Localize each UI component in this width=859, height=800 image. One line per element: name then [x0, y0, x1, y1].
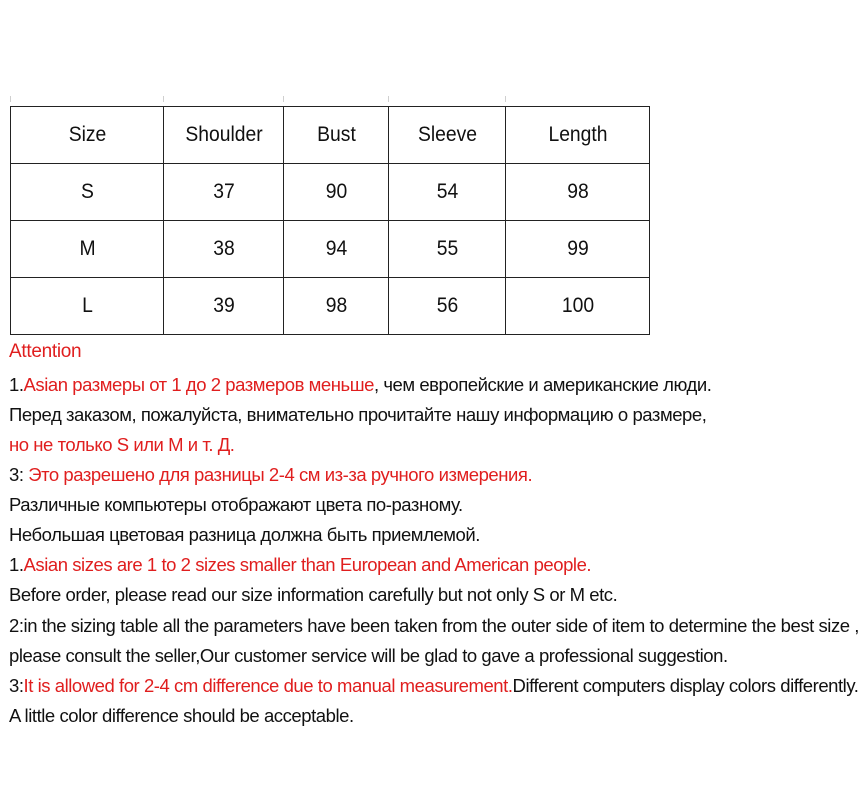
cell-shoulder: 38 — [168, 221, 278, 278]
note-highlight: Это разрешено для разницы 2-4 см из-за ручного измерения. — [28, 464, 533, 485]
note-ru-6: Небольшая цветовая разница должна быть приемлемой. — [9, 524, 480, 545]
note-number: 1. — [9, 374, 24, 395]
cell-length: 98 — [511, 164, 643, 221]
header-size: Size — [17, 107, 158, 164]
note-en-2: Before order, please read our size information carefully but not only S or M etc. — [9, 584, 618, 605]
top-tick — [163, 96, 164, 102]
table-row — [11, 164, 650, 221]
top-tick — [505, 96, 506, 102]
cell-sleeve: 56 — [393, 278, 501, 335]
note-number: 3: — [9, 675, 24, 696]
note-ru-4 — [9, 463, 532, 487]
table-row — [11, 278, 650, 335]
cell-sleeve: 55 — [393, 221, 501, 278]
cell-size: L — [17, 278, 158, 335]
note-en-5 — [9, 674, 858, 698]
note-highlight: Asian sizes are 1 to 2 sizes smaller than European and American people. — [23, 554, 592, 575]
note-ru-3: но не только S или M и т. Д. — [9, 434, 235, 455]
header-sleeve: Sleeve — [393, 107, 501, 164]
note-number: 3: — [9, 464, 29, 485]
note-en-3: 2:in the sizing table all the parameters have been taken from the outer side of item to determine the best size , — [9, 615, 859, 636]
header-length: Length — [511, 107, 643, 164]
cell-bust: 98 — [288, 278, 385, 335]
header-shoulder: Shoulder — [168, 107, 278, 164]
note-en-4: please consult the seller,Our customer service will be glad to gave a professional suggestion. — [9, 645, 728, 666]
note-text: , чем европейские и американские люди. — [373, 374, 712, 395]
note-highlight: It is allowed for 2-4 cm difference due to manual measurement. — [23, 675, 513, 696]
cell-size: S — [17, 164, 158, 221]
note-en-1 — [9, 553, 591, 577]
note-en-6: A little color difference should be acceptable. — [9, 705, 354, 726]
top-tick — [283, 96, 284, 102]
cell-shoulder: 39 — [168, 278, 278, 335]
note-ru-2: Перед заказом, пожалуйста, внимательно прочитайте нашу информацию о размере, — [9, 404, 707, 425]
cell-bust: 94 — [288, 221, 385, 278]
table-row — [11, 221, 650, 278]
top-tick — [10, 96, 11, 102]
size-table — [10, 106, 650, 335]
header-bust: Bust — [288, 107, 385, 164]
note-highlight: Asian размеры от 1 до 2 размеров меньше — [23, 374, 374, 395]
note-ru-5: Различные компьютеры отображают цвета по-разному. — [9, 494, 463, 515]
note-ru-1 — [9, 373, 711, 397]
table-header-row — [11, 107, 650, 164]
cell-bust: 90 — [288, 164, 385, 221]
cell-length: 100 — [511, 278, 643, 335]
cell-length: 99 — [511, 221, 643, 278]
cell-size: M — [17, 221, 158, 278]
cell-sleeve: 54 — [393, 164, 501, 221]
attention-title: Attention — [9, 341, 82, 362]
cell-shoulder: 37 — [168, 164, 278, 221]
note-text: Different computers display colors differently. — [512, 675, 859, 696]
top-tick — [388, 96, 389, 102]
note-number: 1. — [9, 554, 24, 575]
